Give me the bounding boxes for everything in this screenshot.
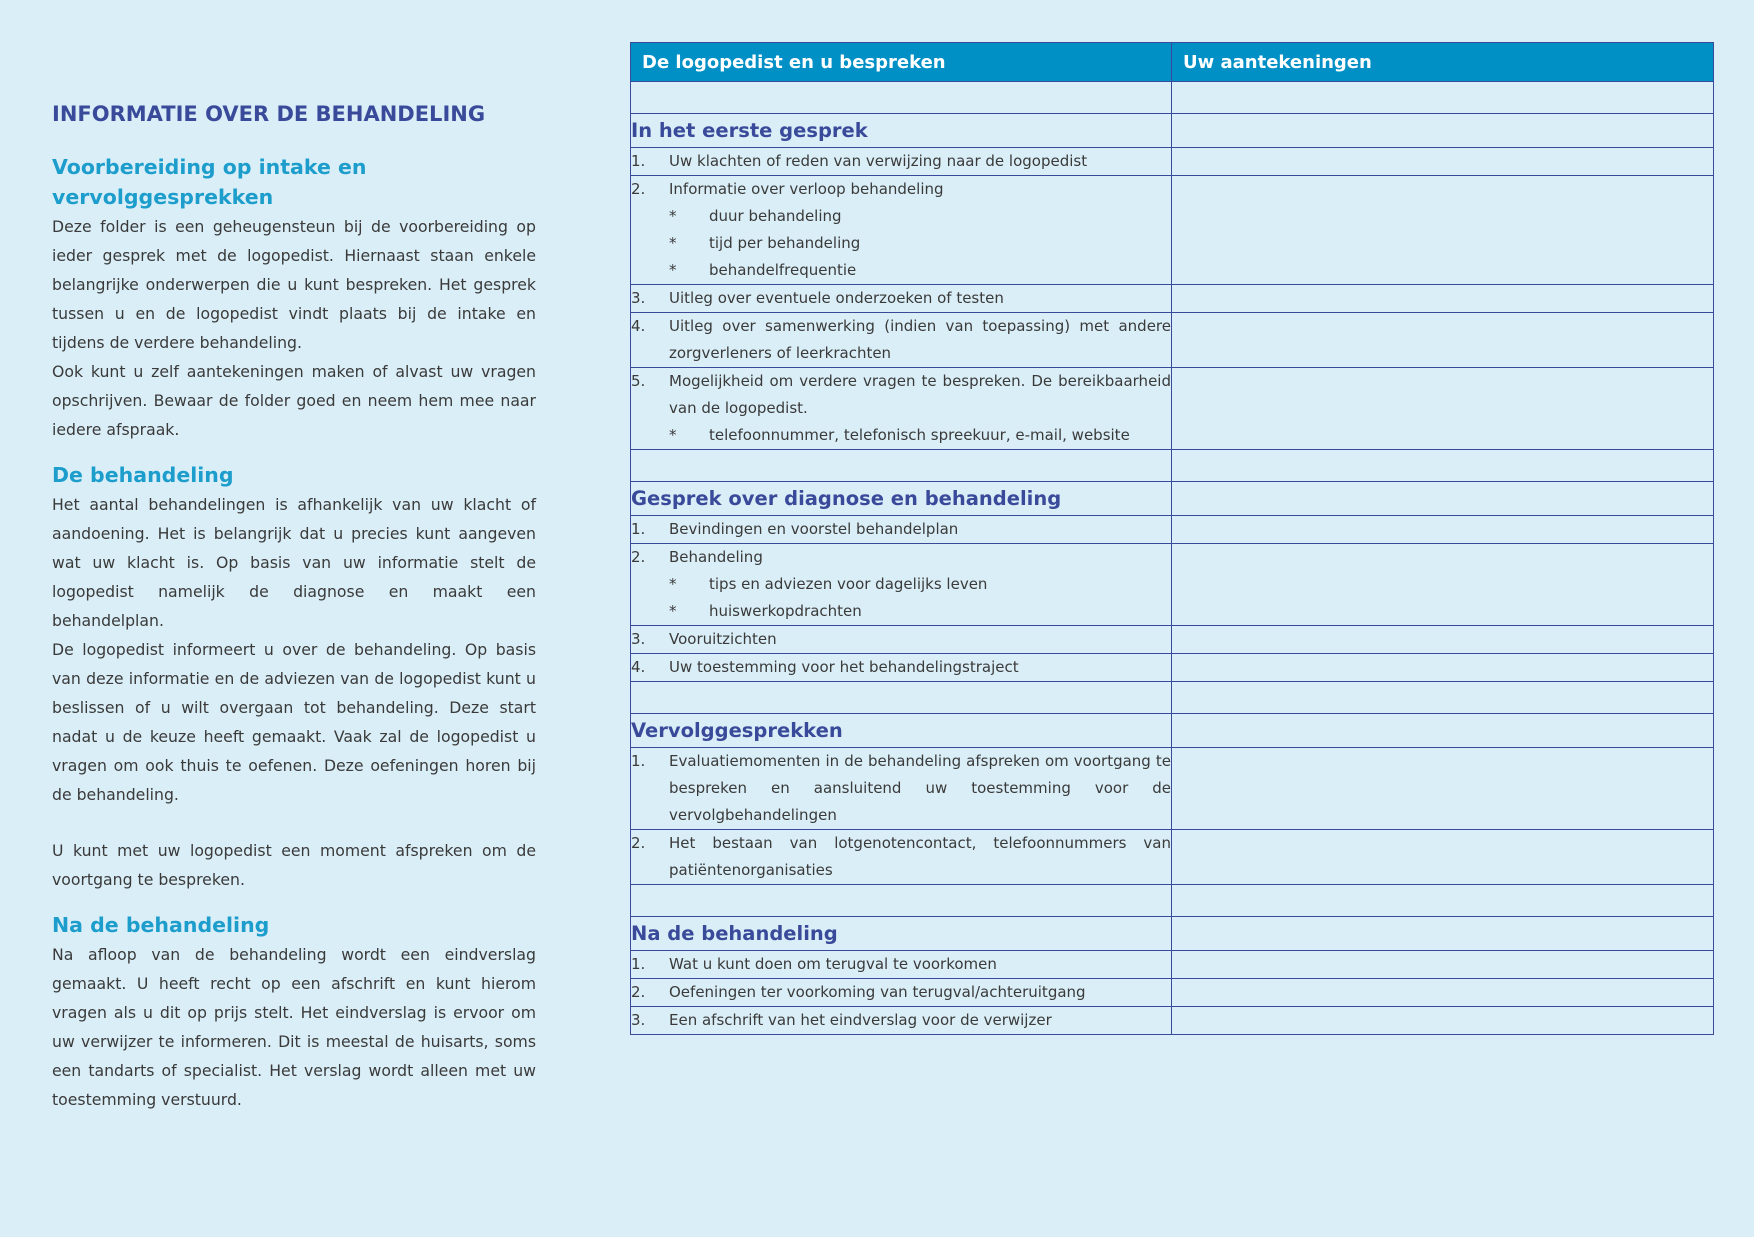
notes-cell[interactable] bbox=[1172, 82, 1714, 114]
sub-item bbox=[631, 422, 1171, 449]
paragraph: Het aantal behandelingen is afhankelijk van uw klacht of aandoening. Het is belangrijk dat u precies kunt aangeven wat uw klacht is. Op basis van uw informatie stelt de logopedist namelijk de diagnose en maakt een behandelplan. bbox=[52, 495, 536, 630]
item-number: 1. bbox=[631, 520, 646, 538]
topic-line bbox=[631, 516, 1171, 543]
bullet-marker: * bbox=[669, 261, 677, 279]
section-title: Na de behandeling bbox=[631, 917, 1172, 951]
item-text: Uw klachten of reden van verwijzing naar de logopedist bbox=[669, 152, 1088, 170]
item-text: Behandeling bbox=[669, 548, 763, 566]
item-number: 3. bbox=[631, 289, 646, 307]
topic-line bbox=[631, 544, 1171, 571]
notes-cell[interactable] bbox=[1172, 176, 1714, 285]
notes-cell[interactable] bbox=[1172, 714, 1714, 748]
topic-cell bbox=[631, 1007, 1172, 1035]
sub-item-text: tijd per behandeling bbox=[709, 234, 861, 252]
notes-cell[interactable] bbox=[1172, 979, 1714, 1007]
paragraph: De logopedist informeert u over de behandeling. Op basis van deze informatie en de adviezen van de logopedist kunt u beslissen of u wilt overgaan tot behandeling. Deze start nadat u de keuze heeft gemaakt. Vaak zal de logopedist u vragen om ook thuis te oefenen. Deze oefeningen horen bij de behandeling. bbox=[52, 640, 536, 804]
sub-item bbox=[631, 598, 1171, 625]
notes-cell[interactable] bbox=[1172, 748, 1714, 830]
item-number: 4. bbox=[631, 658, 646, 676]
sub-item-text: telefoonnummer, telefonisch spreekuur, e-mail, website bbox=[709, 426, 1130, 444]
item-number: 2. bbox=[631, 180, 646, 198]
notes-cell[interactable] bbox=[1172, 148, 1714, 176]
item-number: 5. bbox=[631, 372, 646, 390]
topic-cell bbox=[631, 979, 1172, 1007]
sub-item-text: behandelfrequentie bbox=[709, 261, 857, 279]
item-text: Het bestaan van lotgenotencontact, telefoonnummers van patiëntenorganisaties bbox=[669, 834, 1171, 879]
topic-line bbox=[631, 285, 1171, 312]
item-text: Mogelijkheid om verdere vragen te bespreken. De bereikbaarheid van de logopedist. bbox=[669, 372, 1171, 417]
notes-cell[interactable] bbox=[1172, 626, 1714, 654]
topic-cell bbox=[631, 368, 1172, 450]
item-number: 3. bbox=[631, 630, 646, 648]
paragraph: Na afloop van de behandeling wordt een eindverslag gemaakt. U heeft recht op een afschrift en kunt hierom vragen als u dit op prijs stelt. Het eindverslag is ervoor om uw verwijzer te informeren. Dit is meestal de huisarts, soms een tandarts of specialist. Het verslag wordt alleen met uw toestemming verstuurd. bbox=[52, 945, 536, 1109]
notes-cell[interactable] bbox=[1172, 885, 1714, 917]
section-title: In het eerste gesprek bbox=[631, 114, 1172, 148]
sub-item-text: huiswerkopdrachten bbox=[709, 602, 862, 620]
section-row bbox=[631, 482, 1714, 516]
item-text: Oefeningen ter voorkoming van terugval/achteruitgang bbox=[669, 983, 1086, 1001]
table-body bbox=[631, 82, 1714, 1035]
item-text: Een afschrift van het eindverslag voor de verwijzer bbox=[669, 1011, 1052, 1029]
item-text: Uw toestemming voor het behandelingstraject bbox=[669, 658, 1019, 676]
item-text: Bevindingen en voorstel behandelplan bbox=[669, 520, 959, 538]
notes-cell[interactable] bbox=[1172, 654, 1714, 682]
paragraph: Ook kunt u zelf aantekeningen maken of alvast uw vragen opschrijven. Bewaar de folder goed en neem hem mee naar iedere afspraak. bbox=[52, 362, 536, 439]
bullet-marker: * bbox=[669, 234, 677, 252]
sub-item-text: duur behandeling bbox=[709, 207, 842, 225]
spacer-row bbox=[631, 682, 1714, 714]
item-text: Evaluatiemomenten in de behandeling afspreken om voortgang te bespreken en aansluitend uw toestemming voor de vervolgbehandelingen bbox=[669, 752, 1171, 824]
sub-item bbox=[631, 203, 1171, 230]
topic-cell bbox=[631, 516, 1172, 544]
topic-line bbox=[631, 626, 1171, 653]
section-row bbox=[631, 714, 1714, 748]
table-row bbox=[631, 368, 1714, 450]
item-number: 1. bbox=[631, 152, 646, 170]
notes-cell[interactable] bbox=[1172, 830, 1714, 885]
table-row bbox=[631, 285, 1714, 313]
sub-item bbox=[631, 571, 1171, 598]
table-row bbox=[631, 748, 1714, 830]
topic-cell bbox=[631, 654, 1172, 682]
discussion-table bbox=[630, 42, 1714, 1035]
spacer-row bbox=[631, 450, 1714, 482]
item-text: Uitleg over samenwerking (indien van toepassing) met andere zorgverleners of leerkrachten bbox=[669, 317, 1171, 362]
bullet-marker: * bbox=[669, 207, 677, 225]
section-title: Vervolggesprekken bbox=[631, 714, 1172, 748]
topic-line bbox=[631, 313, 1171, 367]
notes-cell[interactable] bbox=[1172, 516, 1714, 544]
topic-cell bbox=[631, 830, 1172, 885]
bullet-marker: * bbox=[669, 602, 677, 620]
spacer-row bbox=[631, 82, 1714, 114]
table-row bbox=[631, 544, 1714, 626]
column-header-notes: Uw aantekeningen bbox=[1172, 43, 1714, 82]
item-number: 2. bbox=[631, 548, 646, 566]
section-heading-preparation: Voorbereiding op intake en vervolggesprekken bbox=[52, 155, 367, 209]
item-number: 2. bbox=[631, 834, 646, 852]
table-row bbox=[631, 654, 1714, 682]
table-row bbox=[631, 516, 1714, 544]
topic-cell bbox=[631, 176, 1172, 285]
paragraph: Deze folder is een geheugensteun bij de voorbereiding op ieder gesprek met de logopedist. Hiernaast staan enkele belangrijke onderwerpen die u kunt bespreken. Het gesprek tussen u en de logopedist vindt plaats bij de intake en tijdens de verdere behandeling. bbox=[52, 217, 536, 352]
table-row bbox=[631, 1007, 1714, 1035]
section-row bbox=[631, 917, 1714, 951]
topic-line bbox=[631, 368, 1171, 422]
empty-cell bbox=[631, 682, 1172, 714]
topic-line bbox=[631, 951, 1171, 978]
empty-cell bbox=[631, 885, 1172, 917]
topic-line bbox=[631, 1007, 1171, 1034]
sub-item-text: tips en adviezen voor dagelijks leven bbox=[709, 575, 988, 593]
table-row bbox=[631, 626, 1714, 654]
column-header-topics: De logopedist en u bespreken bbox=[631, 43, 1172, 82]
table-row bbox=[631, 313, 1714, 368]
item-number: 1. bbox=[631, 955, 646, 973]
section-row bbox=[631, 114, 1714, 148]
topic-cell bbox=[631, 626, 1172, 654]
item-text: Vooruitzichten bbox=[669, 630, 777, 648]
item-number: 3. bbox=[631, 1011, 646, 1029]
notes-cell[interactable] bbox=[1172, 114, 1714, 148]
bullet-marker: * bbox=[669, 426, 677, 444]
info-column bbox=[52, 96, 536, 1114]
item-text: Uitleg over eventuele onderzoeken of testen bbox=[669, 289, 1004, 307]
topic-cell bbox=[631, 748, 1172, 830]
empty-cell bbox=[631, 450, 1172, 482]
topic-line bbox=[631, 176, 1171, 203]
bullet-marker: * bbox=[669, 575, 677, 593]
item-number: 1. bbox=[631, 752, 646, 770]
notes-cell[interactable] bbox=[1172, 285, 1714, 313]
notes-cell[interactable] bbox=[1172, 682, 1714, 714]
paragraph: U kunt met uw logopedist een moment afspreken om de voortgang te bespreken. bbox=[52, 841, 536, 889]
section-heading-treatment: De behandeling bbox=[52, 463, 234, 487]
table-row bbox=[631, 830, 1714, 885]
topic-line bbox=[631, 654, 1171, 681]
topic-line bbox=[631, 979, 1171, 1006]
topic-cell bbox=[631, 285, 1172, 313]
topic-line bbox=[631, 748, 1171, 829]
sub-item bbox=[631, 230, 1171, 257]
notes-cell[interactable] bbox=[1172, 951, 1714, 979]
sub-item bbox=[631, 257, 1171, 284]
topic-cell bbox=[631, 544, 1172, 626]
table-row bbox=[631, 176, 1714, 285]
table-row bbox=[631, 979, 1714, 1007]
spacer-row bbox=[631, 885, 1714, 917]
page-title: INFORMATIE OVER DE BEHANDELING bbox=[52, 102, 486, 126]
topic-cell bbox=[631, 148, 1172, 176]
item-text: Wat u kunt doen om terugval te voorkomen bbox=[669, 955, 997, 973]
notes-cell[interactable] bbox=[1172, 313, 1714, 368]
notes-cell[interactable] bbox=[1172, 368, 1714, 450]
table-row bbox=[631, 148, 1714, 176]
topic-line bbox=[631, 830, 1171, 884]
notes-cell[interactable] bbox=[1172, 450, 1714, 482]
table-row bbox=[631, 951, 1714, 979]
section-heading-after-treatment: Na de behandeling bbox=[52, 913, 270, 937]
section-title: Gesprek over diagnose en behandeling bbox=[631, 482, 1172, 516]
item-number: 4. bbox=[631, 317, 646, 335]
topic-cell bbox=[631, 313, 1172, 368]
topic-cell bbox=[631, 951, 1172, 979]
empty-cell bbox=[631, 82, 1172, 114]
notes-cell[interactable] bbox=[1172, 544, 1714, 626]
notes-cell[interactable] bbox=[1172, 917, 1714, 951]
notes-cell[interactable] bbox=[1172, 1007, 1714, 1035]
topic-line bbox=[631, 148, 1171, 175]
item-number: 2. bbox=[631, 983, 646, 1001]
notes-cell[interactable] bbox=[1172, 482, 1714, 516]
item-text: Informatie over verloop behandeling bbox=[669, 180, 944, 198]
